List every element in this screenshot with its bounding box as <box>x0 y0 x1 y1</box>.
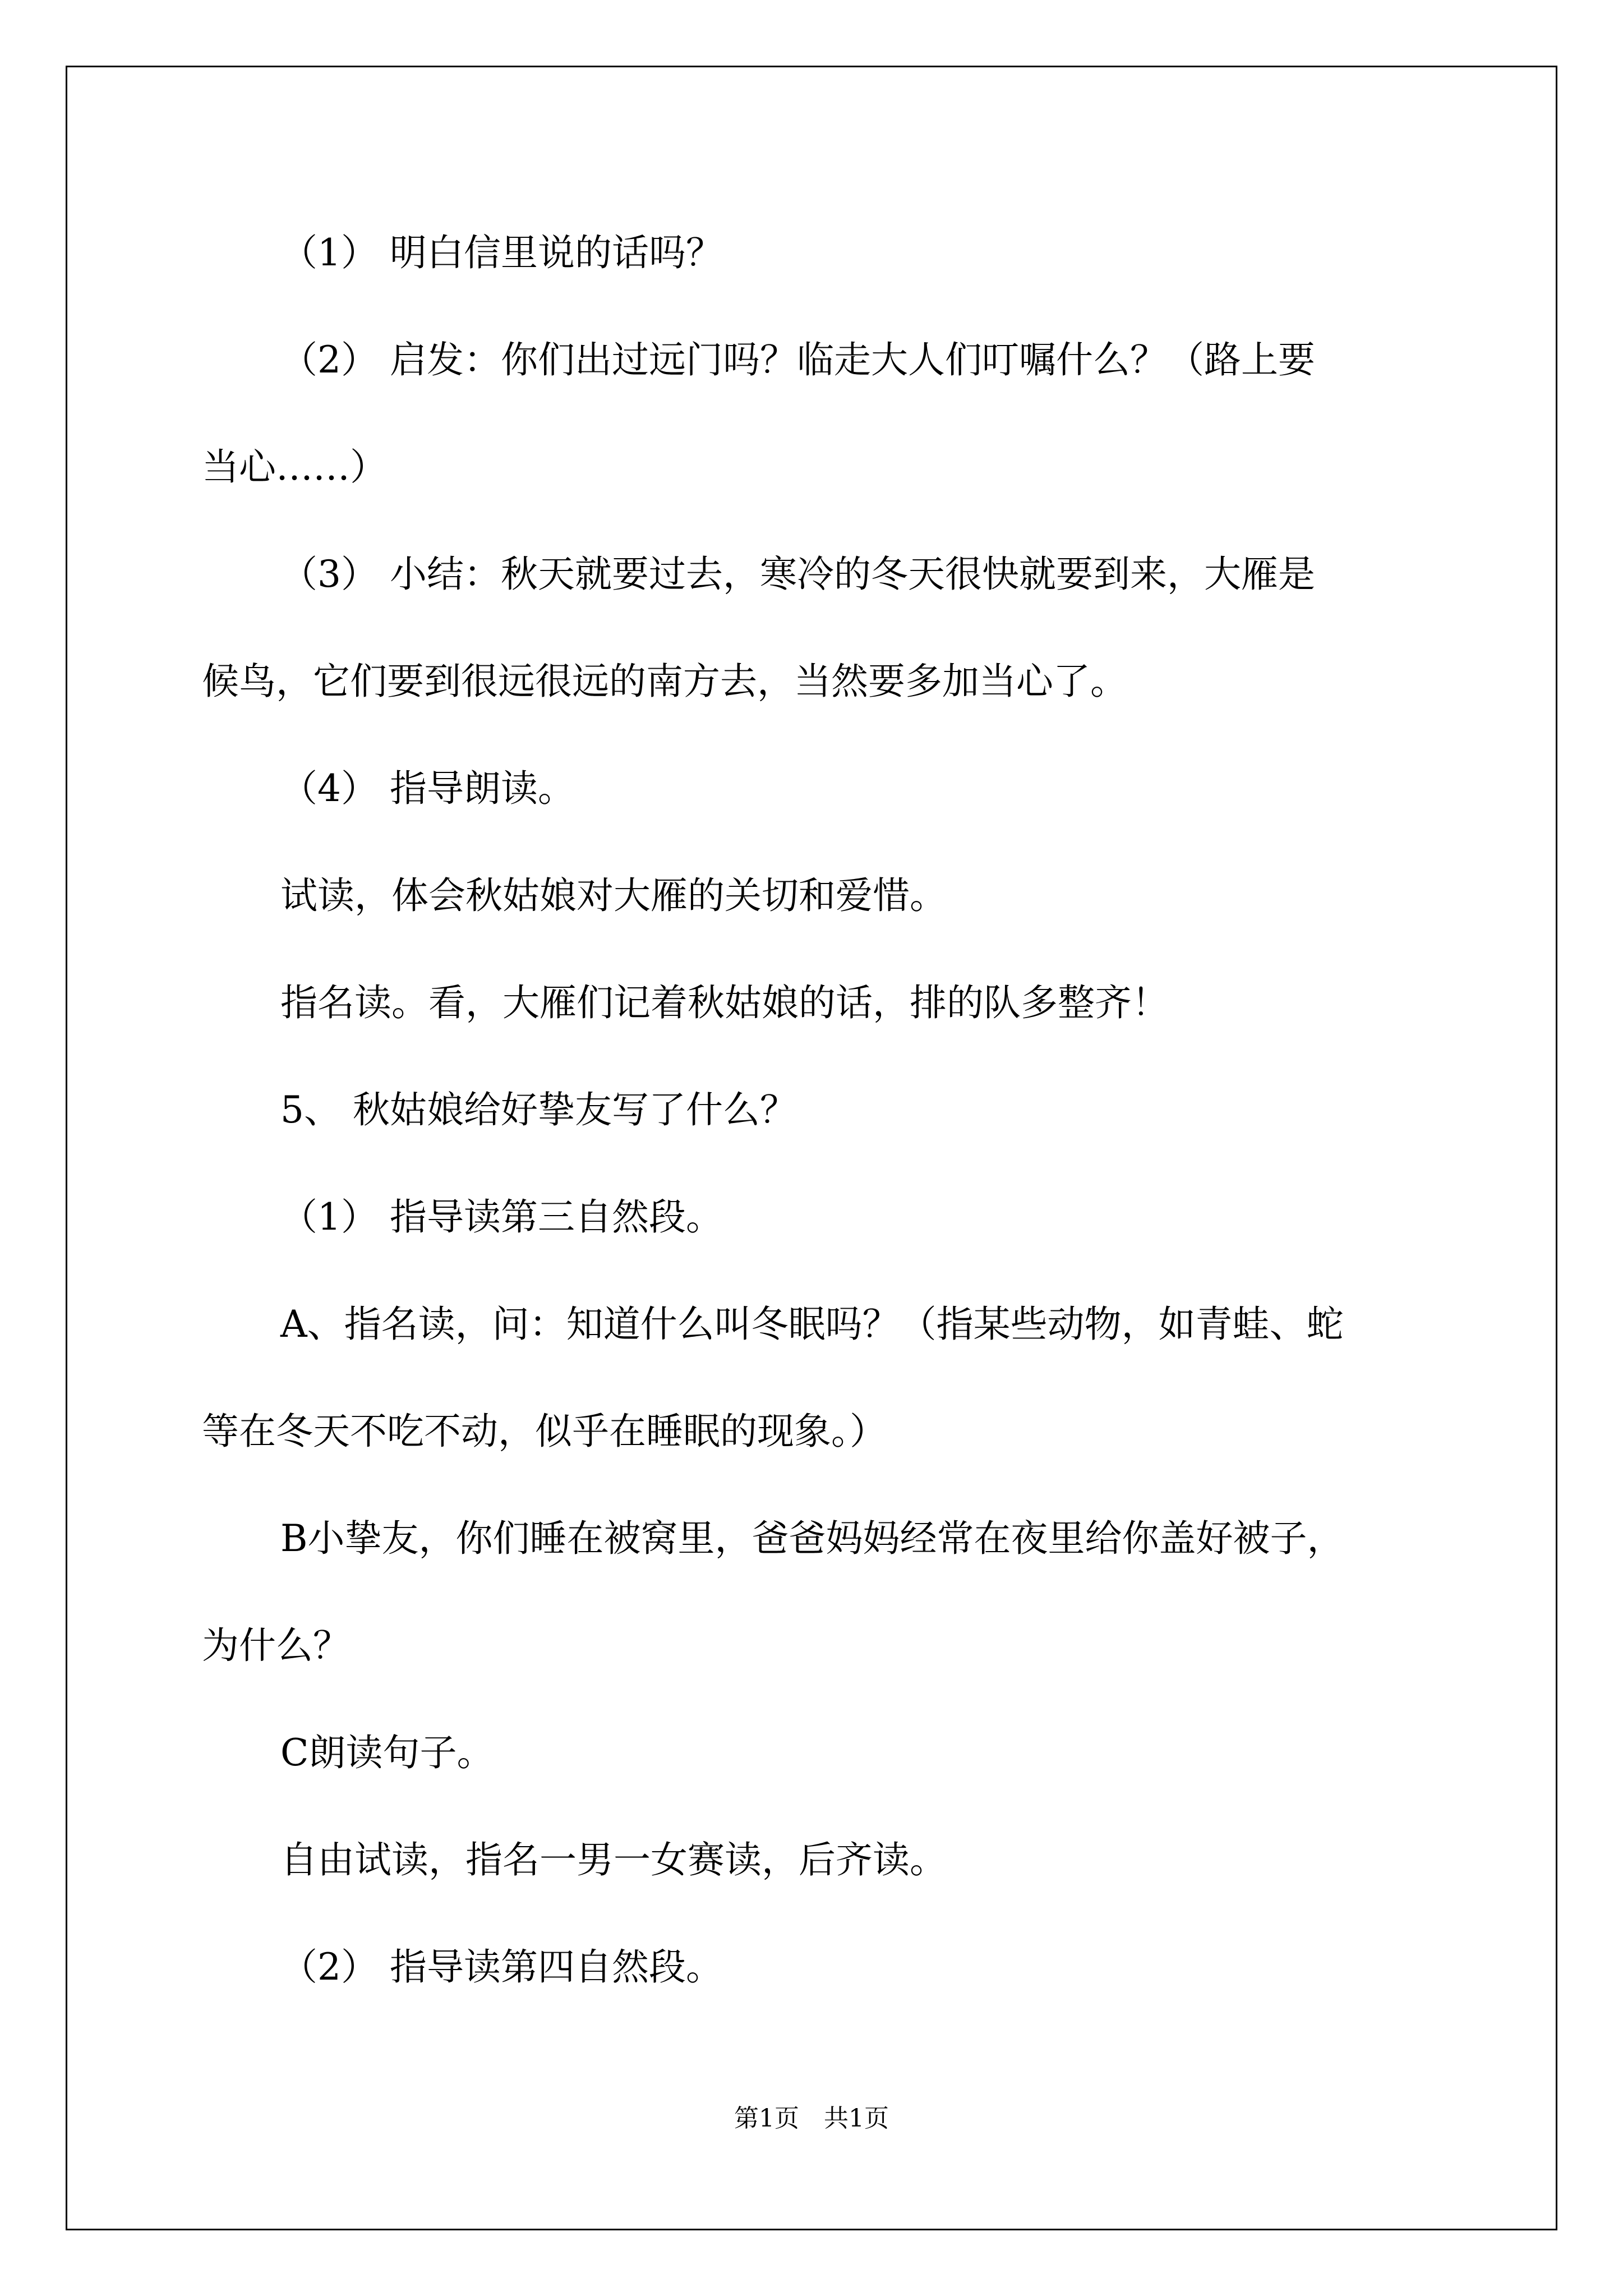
paragraph-9: A、指名读，问：知道什么叫冬眠吗？（指某些动物，如青蛙、蛇 <box>280 1303 1344 1346</box>
paragraph-10: B小挚友，你们睡在被窝里，爸爸妈妈经常在夜里给你盖好被子， <box>280 1517 1344 1560</box>
paragraph-9-cont: 等在冬天不吃不动，似乎在睡眠的现象。） <box>202 1410 887 1453</box>
paragraph-4: （4） 指导朗读。 <box>280 767 575 810</box>
paragraph-7: 5、 秋姑娘给好挚友写了什么？ <box>280 1088 797 1131</box>
paragraph-5: 试读，体会秋姑娘对大雁的关切和爱惜。 <box>280 874 947 917</box>
paragraph-8: （1） 指导读第三自然段。 <box>280 1195 723 1239</box>
paragraph-6: 指名读。看，大雁们记着秋姑娘的话，排的队多整齐！ <box>280 981 1169 1024</box>
paragraph-12: 自由试读，指名一男一女赛读，后齐读。 <box>280 1838 947 1881</box>
paragraph-1: （1） 明白信里说的话吗？ <box>280 231 723 274</box>
paragraph-2: （2） 启发：你们出过远门吗？临走大人们叮嘱什么？（路上要 <box>280 338 1315 381</box>
page-footer: 第1页 共1页 <box>734 2104 889 2133</box>
paragraph-13: （2） 指导读第四自然段。 <box>280 1945 723 1989</box>
paragraph-3: （3） 小结：秋天就要过去，寒冷的冬天很快就要到来，大雁是 <box>280 553 1315 596</box>
paragraph-11: C朗读句子。 <box>280 1731 494 1774</box>
paragraph-2-cont: 当心……） <box>202 445 387 489</box>
paragraph-3-cont: 候鸟，它们要到很远很远的南方去，当然要多加当心了。 <box>202 660 1127 703</box>
paragraph-10-cont: 为什么？ <box>202 1624 350 1667</box>
